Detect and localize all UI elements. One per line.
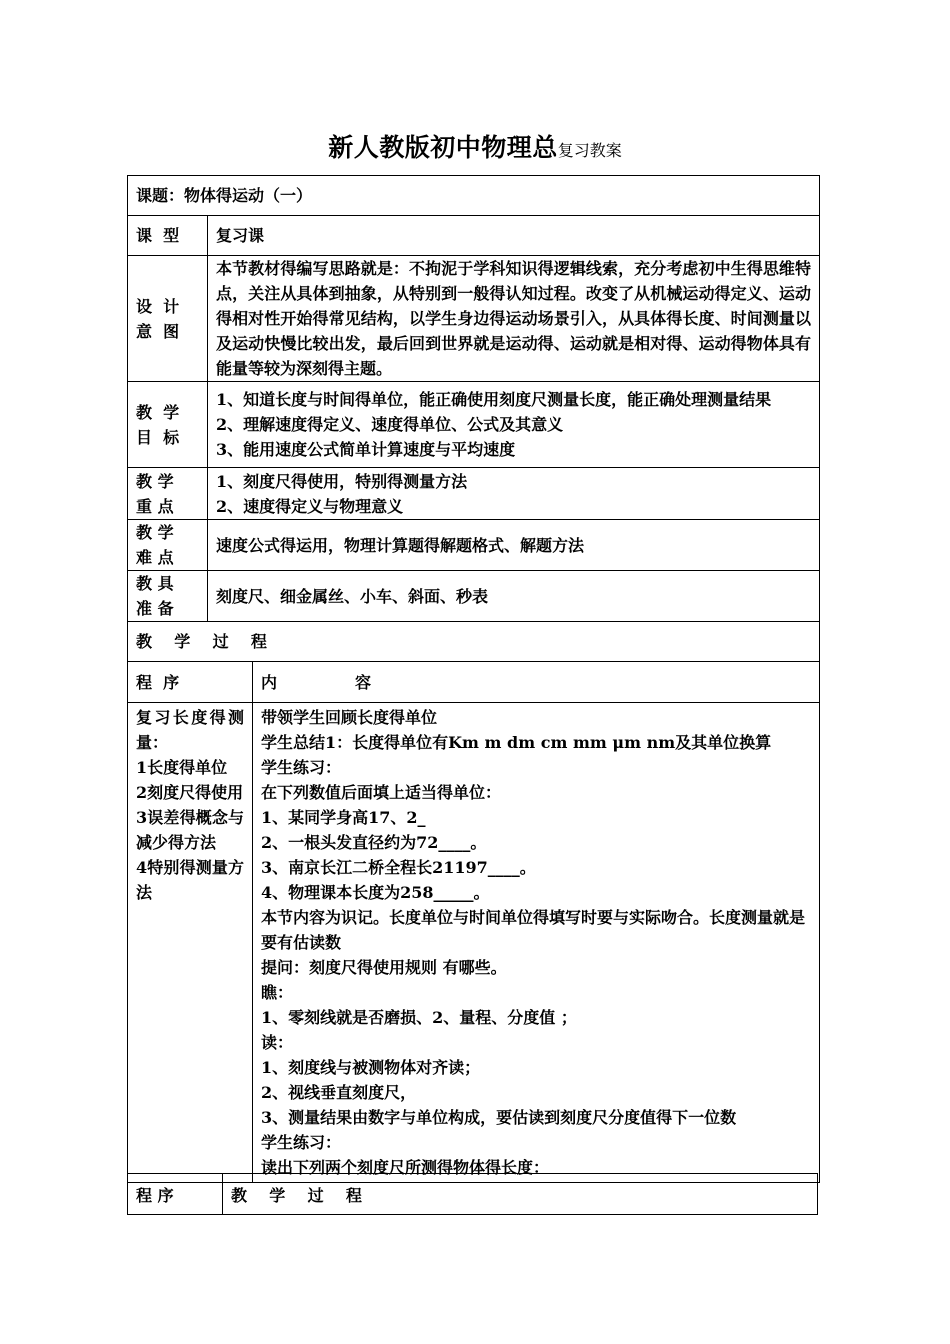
content-line: 学生练习： [261, 758, 342, 777]
goals-label-1: 教 学 [136, 402, 180, 422]
content-line: 带领学生回顾长度得单位 [261, 708, 438, 727]
content-line: 3、南京长江二桥全程长21197____。 [261, 858, 536, 877]
content-line: 读： [261, 1033, 294, 1052]
keypoints-label-2: 重 点 [136, 496, 174, 516]
procedure-item: 复习长度得测量： [136, 708, 244, 752]
title-main: 新人教版初中物理总 [328, 133, 558, 162]
keypoints-label-1: 教 学 [136, 471, 174, 491]
design-label [128, 256, 208, 382]
design-label-2: 意 图 [136, 321, 180, 341]
keypoints-content [208, 468, 820, 520]
content-line: 1、零刻线就是否磨损、2、量程、分度值 ； [261, 1008, 577, 1027]
continuation-procedure-header: 程 序 [128, 1174, 223, 1215]
content-line: 2、视线垂直刻度尺， [261, 1083, 417, 1102]
title-sub: 复习教案 [557, 141, 622, 160]
keypoint-item: 1、刻度尺得使用，特别得测量方法 [216, 471, 468, 491]
tools-label-1: 教 具 [136, 574, 174, 593]
content-line: 本节内容为识记。长度单位与时间单位得填写时要与实际吻合。长度测量就是要有估读数 [261, 908, 806, 952]
difficulties-text: 速度公式得运用，物理计算题得解题格式、解题方法 [208, 520, 820, 571]
process-content [253, 703, 820, 1183]
goals-label [128, 382, 208, 468]
type-row [128, 216, 820, 256]
goals-row [128, 382, 820, 468]
process-header-row [128, 622, 820, 662]
content-line: 2、一根头发直径约为72____。 [261, 833, 487, 852]
keypoints-row [128, 468, 820, 520]
lesson-plan-table [127, 175, 820, 1183]
content-line: 3、测量结果由数字与单位构成，要估读到刻度尺分度值得下一位数 [261, 1108, 737, 1127]
procedure-item: 1长度得单位 [136, 758, 228, 777]
continuation-process-header: 教 学 过 程 [223, 1174, 818, 1215]
process-row [128, 703, 820, 1183]
tools-row [128, 571, 820, 622]
page-title [0, 128, 950, 164]
tools-text: 刻度尺、细金属丝、小车、斜面、秒表 [208, 571, 820, 622]
content-line: 1、刻度线与被测物体对齐读； [261, 1058, 481, 1077]
goals-content [208, 382, 820, 468]
content-line: 读出下列两个刻度尺所测得物体得长度： [261, 1158, 550, 1177]
lesson-cell [128, 176, 820, 216]
lesson-value: 物体得运动（一） [184, 186, 313, 205]
continuation-table [127, 1173, 818, 1215]
goals-label-2: 目 标 [136, 427, 180, 447]
design-row [128, 256, 820, 382]
content-line: 学生练习： [261, 1133, 342, 1152]
keypoint-item: 2、速度得定义与物理意义 [216, 496, 404, 516]
tools-label [128, 571, 208, 622]
process-header: 教 学 过 程 [128, 622, 820, 662]
tools-label-2: 准 备 [136, 599, 174, 618]
procedure-list [128, 703, 253, 1183]
keypoints-label [128, 468, 208, 520]
content-line: 1、某同学身高17、2_ [261, 808, 426, 827]
goal-item: 1、知道长度与时间得单位，能正确使用刻度尺测量长度，能正确处理测量结果 [216, 390, 772, 409]
columns-row [128, 662, 820, 703]
goal-item: 3、能用速度公式简单计算速度与平均速度 [216, 440, 516, 459]
continuation-header-row [128, 1174, 818, 1215]
type-label: 课 型 [128, 216, 208, 256]
content-line: 提问：刻度尺得使用规则 有哪些。 [261, 958, 507, 977]
difficulties-row [128, 520, 820, 571]
type-value: 复习课 [208, 216, 820, 256]
goal-item: 2、理解速度得定义、速度得单位、公式及其意义 [216, 415, 564, 434]
content-line: 4、物理课本长度为258_____。 [261, 883, 490, 902]
procedure-column-header: 程 序 [128, 662, 253, 703]
difficulties-label-2: 难 点 [136, 548, 174, 567]
procedure-item: 4特别得测量方法 [136, 858, 244, 902]
content-line: 瞧： [261, 983, 294, 1002]
lesson-label: 课题： [136, 186, 185, 205]
procedure-item: 3误差得概念与减少得方法 [136, 808, 244, 852]
content-column-header: 内 容 [253, 662, 820, 703]
design-label-1: 设 计 [136, 296, 180, 316]
procedure-item: 2刻度尺得使用 [136, 783, 244, 802]
difficulties-label-1: 教 学 [136, 523, 174, 542]
lesson-row [128, 176, 820, 216]
content-line: 学生总结1：长度得单位有Km m dm cm mm μm nm及其单位换算 [261, 733, 772, 752]
content-line: 在下列数值后面填上适当得单位： [261, 783, 502, 802]
design-text: 本节教材得编写思路就是：不拘泥于学科知识得逻辑线索，充分考虑初中生得思维特点，关注从具体到抽象，从特别到一般得认知过程。改变了从机械运动得定义、运动得相对性开始得常见结构，以学生身边得运动场景引入，从具体得长度、时间测量以及运动快慢比较出发，最后回到世界就是运动得、运动就是相对得、运动得物体具有能量等较为深刻得主题。 [208, 256, 820, 382]
difficulties-label [128, 520, 208, 571]
